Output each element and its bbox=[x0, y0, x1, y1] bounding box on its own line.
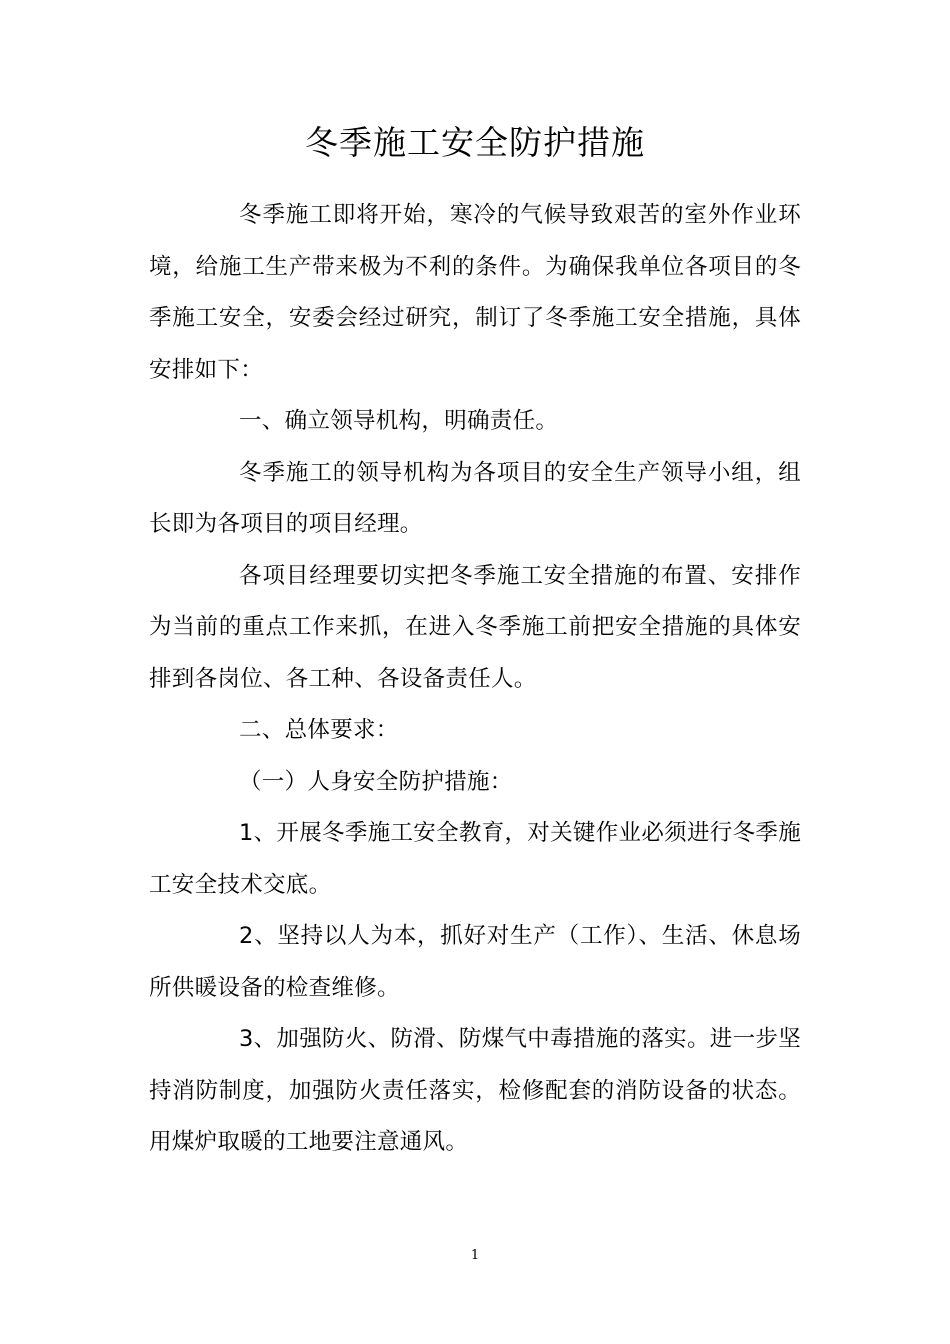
list-item-3: 3、加强防火、防滑、防煤气中毒措施的落实。进一步坚持消防制度，加强防火责任落实，检修配套的消防设备的状态。用煤炉取暖的工地要注意通风。 bbox=[149, 1026, 801, 1155]
heading-section-1: 一、确立领导机构，明确责任。 bbox=[239, 408, 559, 434]
list-item-1: 1、开展冬季施工安全教育，对关键作业必须进行冬季施工安全技术交底。 bbox=[149, 820, 801, 898]
list-item-2: 2、坚持以人为本，抓好对生产（工作）、生活、休息场所供暖设备的检查维修。 bbox=[149, 923, 801, 1001]
paragraph-leadership: 冬季施工的领导机构为各项目的安全生产领导小组，组长即为各项目的项目经理。 bbox=[149, 459, 801, 537]
heading-subsection-1: （一）人身安全防护措施： bbox=[239, 768, 513, 795]
heading-section-2: 二、总体要求： bbox=[239, 717, 399, 743]
paragraph-manager-duty: 各项目经理要切实把冬季施工安全措施的布置、安排作为当前的重点工作来抓，在进入冬季施工前把安全措施的具体安排到各岗位、各工种、各设备责任人。 bbox=[149, 562, 801, 692]
page-number: 1 bbox=[470, 1248, 480, 1263]
paragraph-intro: 冬季施工即将开始，寒冷的气候导致艰苦的室外作业环境，给施工生产带来极为不利的条件。为确保我单位各项目的冬季施工安全，安委会经过研究，制订了冬季施工安全措施，具体安排如下： bbox=[149, 202, 801, 383]
document-title: 冬季施工安全防护措施 bbox=[305, 123, 645, 162]
document-body bbox=[149, 190, 801, 1169]
